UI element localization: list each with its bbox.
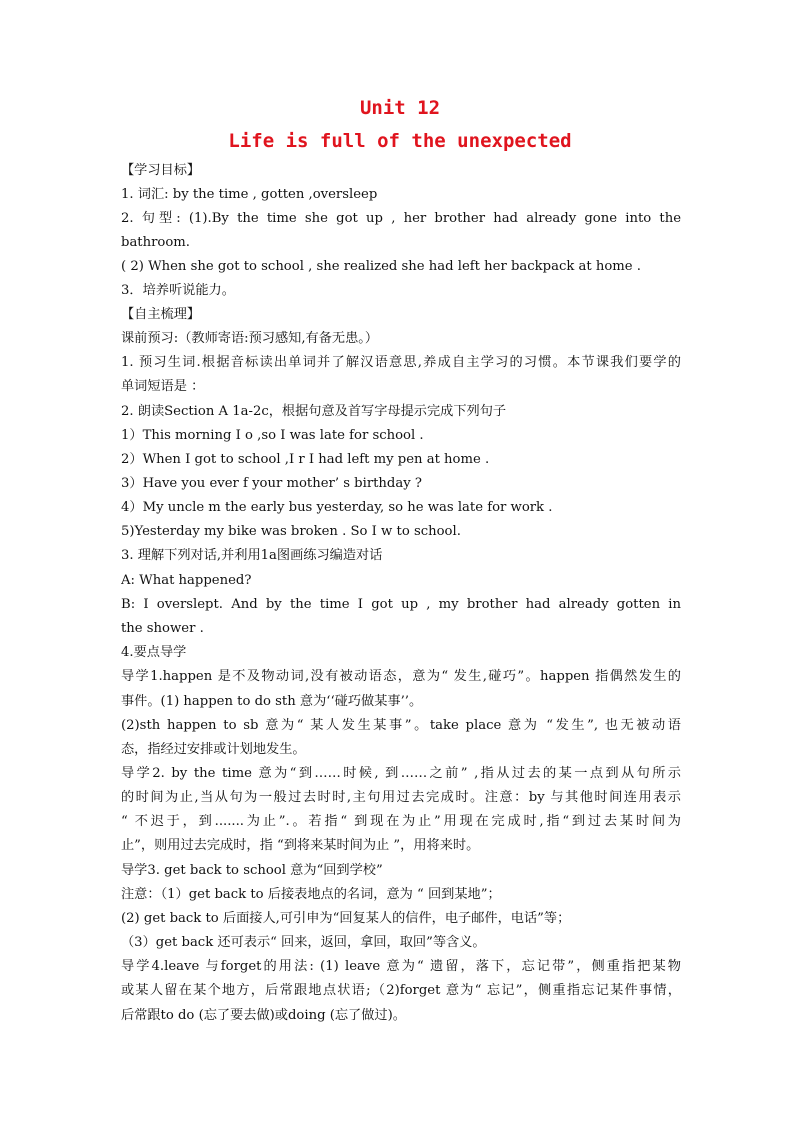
text-line: 事件。(1) happen to do sth 意为‘‘碰巧做某事’’。 — [121, 694, 423, 709]
text-line: 【学习目标】 — [121, 163, 201, 178]
text-line: 2. 朗读Section A 1a-2c，根据句意及首写字母提示完成下列句子 — [121, 404, 507, 419]
text-line: 或某人留在某个地方，后常跟地点状语;（2)forget 意为“ 忘记”，侧重指忘记某件事情， — [121, 983, 681, 998]
text-line: 导学1.happen 是不及物动词,没有被动语态，意为“ 发生,碰巧”。happen 指偶然发生的 — [121, 669, 681, 684]
lesson-title: Life is full of the unexpected — [228, 130, 572, 152]
text-line: 课前预习:（教师寄语:预习感知,有备无患。） — [121, 331, 379, 346]
text-line: A: What happened? — [121, 573, 252, 588]
unit-title: Unit 12 — [359, 97, 441, 119]
text-line: 4）My uncle m the early bus yesterday, so he was late for work . — [121, 500, 553, 515]
text-line: 态，指经过安排或计划地发生。 — [121, 742, 306, 757]
text-line: 2）When I got to school ,I r I had left my pen at home . — [121, 452, 490, 467]
text-line: 导学4.leave 与forget的用法: (1) leave 意为“ 遗留，落下，忘记带”，侧重指把某物 — [121, 959, 681, 974]
text-line: (2) get back to 后面接人,可引申为“回复某人的信件，电子邮件，电话”等； — [121, 911, 571, 926]
text-line: 导学2. by the time 意为“到……时候, 到……之前” ,指从过去的某一点到从句所示 — [121, 766, 681, 781]
text-line: ( 2) When she got to school , she realized she had left her backpack at home . — [121, 259, 641, 274]
text-line: 3. 理解下列对话,并利用1a图画练习编造对话 — [121, 548, 383, 563]
text-line: 3）Have you ever f your mother’ s birthday ? — [121, 476, 422, 491]
text-line: 止”，则用过去完成时，指 “到将来某时间为止 ”，用将来时。 — [121, 838, 480, 853]
text-line: 的时间为止,当从句为一般过去时时,主句用过去完成时。注意：by 与其他时间连用表示 — [121, 790, 681, 805]
text-line: 单词短语是 ： — [121, 379, 205, 394]
text-line: 后常跟to do (忘了要去做)或doing (忘了做过)。 — [121, 1008, 406, 1023]
text-line: 5)Yesterday my bike was broken . So I w to school. — [121, 524, 461, 539]
text-line: the shower . — [121, 621, 204, 636]
text-line: (2)sth happen to sb 意为“ 某人发生某事”。take place 意为 “发生”, 也无被动语 — [121, 718, 681, 733]
text-line: bathroom. — [121, 235, 190, 250]
text-line: 【自主梳理】 — [121, 307, 201, 322]
text-line: 3．培养听说能力。 — [121, 283, 235, 298]
text-line: 导学3. get back to school 意为“回到学校” — [121, 863, 383, 878]
text-line: 4.要点导学 — [121, 645, 187, 660]
text-line: 1. 词汇: by the time , gotten ,oversleep — [121, 187, 378, 202]
text-line: B: I overslept. And by the time I got up , my brother had already gotten in — [121, 597, 681, 612]
text-line: 1. 预习生词.根据音标读出单词并了解汉语意思,养成自主学习的习惯。本节课我们要学的 — [121, 355, 681, 370]
text-line: 2. 句型: (1).By the time she got up , her brother had already gone into the — [121, 211, 681, 226]
text-line: （3）get back 还可表示“ 回来，返回，拿回，取回”等含义。 — [121, 935, 486, 950]
text-line: 1）This morning I o ,so I was late for school . — [121, 428, 424, 443]
text-line: “ 不迟于，到.......为止”.。若指“ 到现在为止”用现在完成时,指“到过去某时间为 — [121, 814, 681, 829]
text-line: 注意：（1）get back to 后接表地点的名词，意为 “ 回到某地”； — [121, 887, 501, 902]
